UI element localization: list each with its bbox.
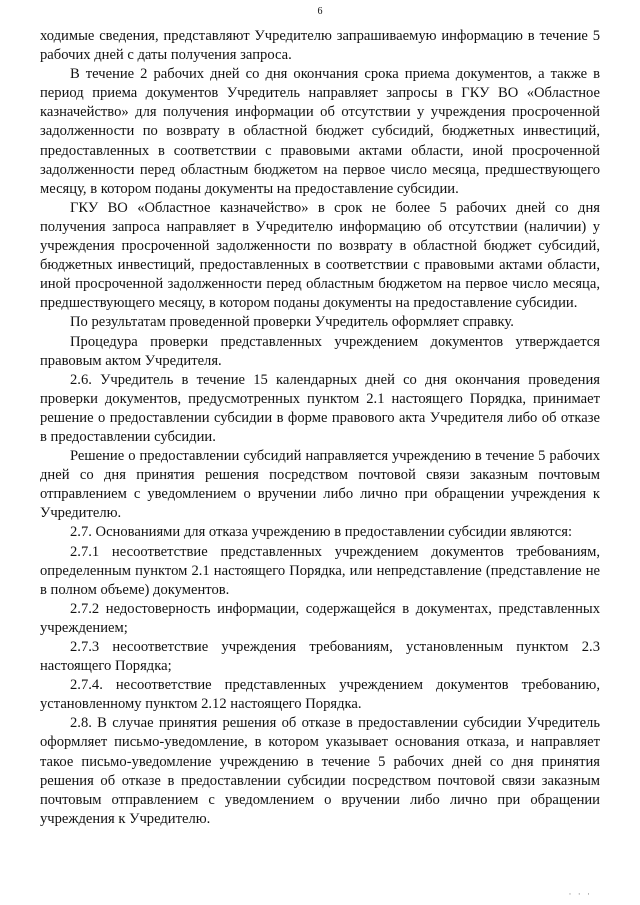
paragraph-2-7-4: 2.7.4. несоответствие представленных учреждением документов требованию, установленному пунктом 2.12 настоящего Порядка. <box>40 677 600 713</box>
paragraph-certificate: По результатам проведенной проверки Учредитель оформляет справку. <box>70 314 514 331</box>
paragraph-2-7-3: 2.7.3 несоответствие учреждения требованиям, установленным пунктом 2.3 настоящего Порядка; <box>40 639 600 675</box>
paragraph-continuation: ходимые сведения, представляют Учредителю запрашиваемую информацию в течение 5 рабочих дней с даты получения запроса. <box>40 28 600 64</box>
paragraph-2-7: 2.7. Основаниями для отказа учреждению в предоставлении субсидии являются: <box>70 524 572 541</box>
paragraph-2-6: 2.6. Учредитель в течение 15 календарных дней со дня окончания проведения проверки документов, предусмотренных пунктом 2.1 настоящего Порядка, принимает решение о предоставлении субсидии в форме правового акта Учредителя либо об отказе в предоставлении субсидии. <box>40 371 600 445</box>
page-number: 6 <box>317 6 323 17</box>
scan-artifact-mark: · · · <box>568 889 592 899</box>
document-body <box>40 27 600 829</box>
paragraph-verification-procedure: Процедура проверки представленных учреждением документов утверждается правовым актом Учредителя. <box>40 333 600 369</box>
paragraph-treasury-request: В течение 2 рабочих дней со дня окончания срока приема документов, а также в период приема документов Учредитель направляет запросы в ГКУ ВО «Областное казначейство» для получения информации об отсутствии у учреждения просроченной задолженности по возврату в областной бюджет субсидий, бюджетных инвестиций, предоставленных в соответствии с правовыми актами области, иной просроченной задолженности перед областным бюджетом на первое число месяца, предшествующего месяцу, в котором поданы документы на предоставление субсидии. <box>40 66 600 197</box>
paragraph-treasury-response: ГКУ ВО «Областное казначейство» в срок не более 5 рабочих дней со дня получения запроса направляет в Учредителю информацию об отсутствии (наличии) у учреждения просроченной задолженности по возврату в областной бюджет субсидий, бюджетных инвестиций, предоставленных в соответствии с правовыми актами области, иной просроченной задолженности перед областным бюджетом на первое число месяца, предшествующего месяцу, в котором поданы документы на предоставление субсидии. <box>40 199 600 312</box>
paragraph-2-7-2: 2.7.2 недостоверность информации, содержащейся в документах, представленных учреждением; <box>40 600 600 636</box>
paragraph-2-8: 2.8. В случае принятия решения об отказе в предоставлении субсидии Учредитель оформляет письмо-уведомление, в котором указывает основания отказа, и направляет такое письмо-уведомление учреждению в течение 5 рабочих дней со дня принятия решения об отказе в предоставлении субсидии посредством почтовой связи заказным почтовым отправлением с уведомлением о вручении либо лично при обращении учреждения к Учредителю. <box>40 715 600 827</box>
paragraph-2-7-1: 2.7.1 несоответствие представленных учреждением документов требованиям, определенным пунктом 2.1 настоящего Порядка, или непредставление (представление не в полном объеме) документов. <box>40 543 600 598</box>
paragraph-decision-delivery: Решение о предоставлении субсидий направляется учреждению в течение 5 рабочих дней со дня принятия решения посредством почтовой связи заказным почтовым отправлением с уведомлением о вручении либо лично при обращении учреждения к Учредителю. <box>40 448 600 522</box>
